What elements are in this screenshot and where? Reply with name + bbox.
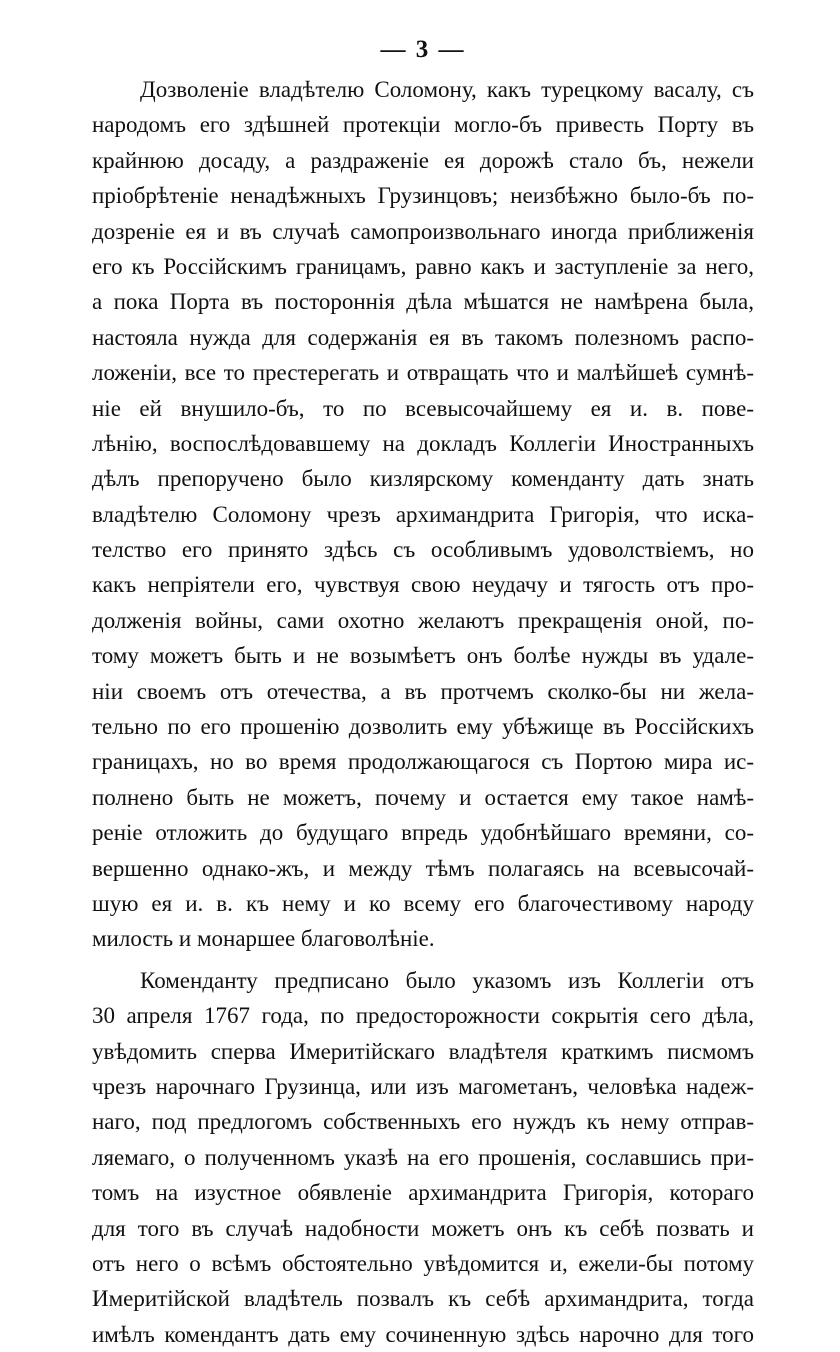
text-line: вершенно однако-жъ, и между тѣмъ полагаясь на всевысочай- [92, 855, 754, 881]
text-line: владѣтелю Соломону чрезъ архимандрита Григорія, что иска- [92, 501, 754, 527]
paragraph-1 [92, 72, 754, 957]
text-line: увѣдомить сперва Имеритійскаго владѣтеля краткимъ писмомъ [92, 1038, 754, 1064]
text-line: томъ на изустное обявленіе архимандрита Григорія, котораго [92, 1180, 754, 1206]
text-line: ложеніи, все то престерегать и отвращать что и малѣйшеѣ сумнѣ- [92, 360, 754, 386]
text-line: ляемаго, о полученномъ указѣ на его прошенія, сославшись при- [92, 1144, 754, 1170]
text-line: пріобрѣтеніе ненадѣжныхъ Грузинцовъ; неизбѣжно было-бъ по- [92, 183, 754, 209]
text-line: чрезъ нарочнаго Грузинца, или изъ магометанъ, человѣка надеж- [92, 1073, 754, 1099]
text-line: а пока Порта въ постороннія дѣла мѣшатся не намѣрена была, [92, 289, 754, 315]
text-line: границахъ, но во время продолжающагося съ Портою мира ис- [92, 749, 754, 775]
text-line: дозреніе ея и въ случаѣ самопроизвольнаго иногда приближенія [92, 218, 754, 244]
text-line: реніе отложить до будущаго впредь удобнѣйшаго времяни, со- [92, 820, 754, 846]
document-page [92, 28, 754, 1352]
text-line: 30 апреля 1767 года, по предосторожности сокрытія сего дѣла, [92, 1003, 754, 1029]
text-line: долженія войны, сами охотно желаютъ прекращенія оной, по- [92, 607, 754, 633]
text-line: имѣлъ комендантъ дать ему сочиненную здѣсь нарочно для того [92, 1321, 754, 1347]
text-line: его къ Россійскимъ границамъ, равно какъ и заступленіе за него, [92, 253, 754, 279]
text-line: народомъ его здѣшней протекціи могло-бъ привесть Порту въ [92, 112, 754, 138]
text-line: лѣнію, воспослѣдовавшему на докладъ Коллегіи Иностранныхъ [92, 430, 754, 456]
page-number: — 3 — [380, 36, 466, 63]
text-line: отъ него о всѣмъ обстоятельно увѣдомится и, ежели-бы потому [92, 1250, 754, 1276]
text-line: полнено быть не можетъ, почему и остается ему такое намѣ- [92, 784, 754, 810]
text-line: ніи своемъ отъ отечества, а въ протчемъ сколко-бы ни жела- [92, 678, 754, 704]
text-line: какъ непріятели его, чувствуя свою неудачу и тягость отъ про- [92, 572, 754, 598]
text-line: тому можетъ быть и не возымѣетъ онъ болѣе нужды въ удале- [92, 643, 754, 669]
text-line: телство его принято здѣсь съ особливымъ удоволствіемъ, но [92, 537, 754, 563]
text-line: шую ея и. в. къ нему и ко всему его благочестивому народу [92, 890, 754, 916]
text-line: Имеритійской владѣтель позвалъ къ себѣ архимандрита, тогда [92, 1286, 754, 1312]
text-line: ніе ей внушило-бъ, то по всевысочайшему ея и. в. пове- [92, 395, 754, 421]
paragraph-2 [92, 963, 754, 1352]
text-line: милость и монаршее благоволѣніе. [92, 926, 435, 952]
text-line: наго, под предлогомъ собственныхъ его нуждъ къ нему отправ- [92, 1109, 754, 1135]
text-line: настояла нужда для содержанія ея въ такомъ полезномъ распо- [92, 324, 754, 350]
text-line: дѣлъ препоручено было кизлярскому коменданту дать знать [92, 466, 754, 492]
text-line: Коменданту предписано было указомъ изъ Коллегіи отъ [140, 967, 754, 993]
text-line: Дозволеніе владѣтелю Соломону, какъ турецкому васалу, съ [140, 77, 754, 102]
text-line: для того въ случаѣ надобности можетъ онъ къ себѣ позвать и [92, 1215, 754, 1241]
text-line: крайнюю досаду, а раздраженіе ея дорожѣ стало бъ, нежели [92, 147, 754, 173]
text-line: тельно по его прошенію дозволить ему убѣжище въ Россійскихъ [92, 714, 754, 740]
